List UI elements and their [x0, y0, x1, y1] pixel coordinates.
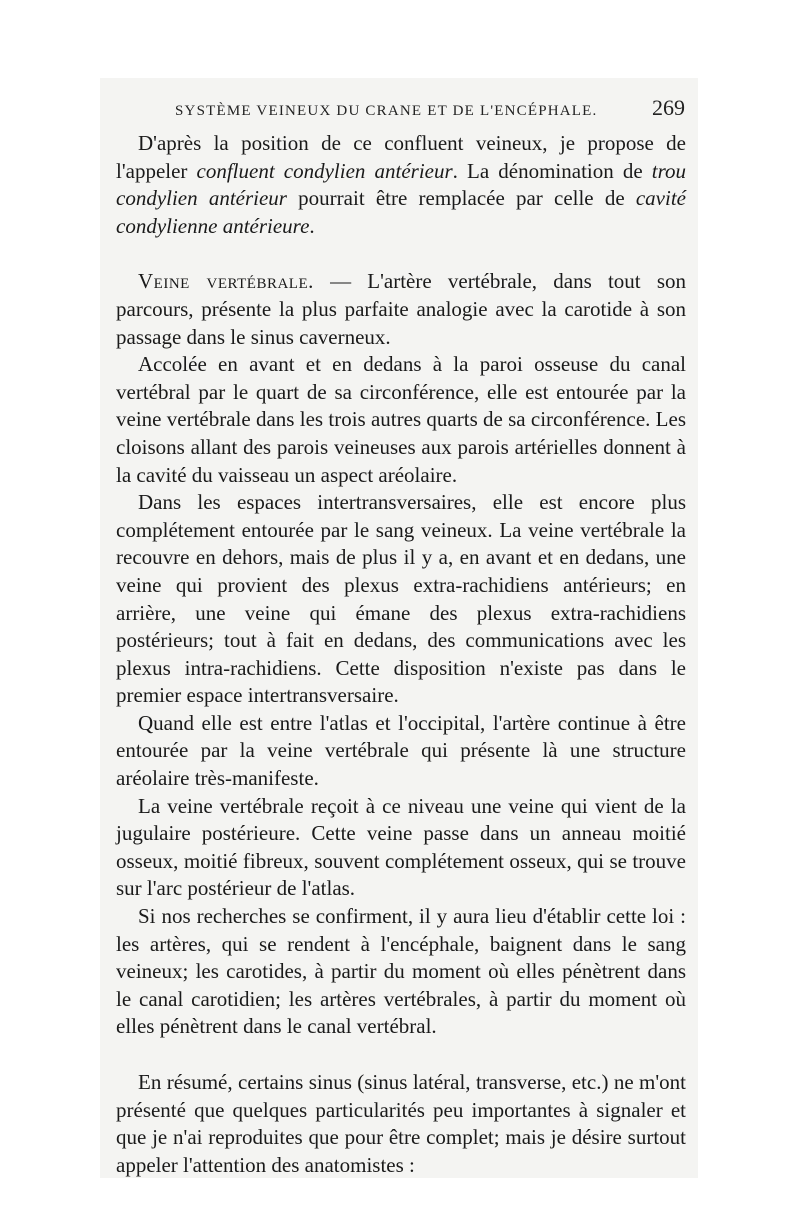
- paragraph-8: En résumé, certains sinus (sinus latéral, transverse, etc.) ne m'ont présenté que quelques particularités peu importantes à signaler et que je n'ai reproduites que pour être complet; mais je désire surtout appeler l'attention des anatomistes :: [116, 1070, 686, 1177]
- paragraph-4: Dans les espaces intertransversaires, elle est encore plus complétement entourée par le sang veineux. La veine vertébrale la recouvre en dehors, mais de plus il y a, en avant et en dedans, une veine qui provient des plexus extra-rachidiens antérieurs; en arrière, une veine qui émane des plexus extra-rachidiens postérieurs; tout à fait en dedans, des communications avec les plexus intra-rachidiens. Cette disposition n'existe pas dans le premier espace intertransversaire.: [116, 490, 686, 708]
- p1-italic-term-1: confluent condylien antérieur: [196, 158, 453, 183]
- section-heading: Veine vertébrale.: [138, 269, 314, 294]
- paragraph-3: Accolée en avant et en dedans à la paroi osseuse du canal vertébral par le quart de sa circonférence, elle est entourée par la veine vertébrale dans les trois autres quarts de sa circonférence. Les cloisons allant des parois veineuses aux parois artérielles donnent à la cavité du vaisseau un aspect aréolaire.: [116, 352, 686, 487]
- paragraph-2: [116, 268, 686, 351]
- p1-text-a: D'après la position de ce confluent veineux, je propose de l'appeler: [116, 131, 686, 183]
- p1-text-c: . La dénomination de: [452, 158, 652, 183]
- p1-italic-term-3: cavité condylienne antérieure: [116, 186, 686, 238]
- running-header: [175, 95, 685, 121]
- paragraph-5: Quand elle est entre l'atlas et l'occipital, l'artère continue à être entourée par la veine vertébrale qui présente là une structure aréolaire très-manifeste.: [116, 710, 686, 791]
- paragraph-1: [116, 130, 686, 240]
- p1-text-e: pourrait être remplacée par celle de: [286, 186, 636, 211]
- body-text: [116, 130, 686, 1179]
- running-title: SYSTÈME VEINEUX DU CRANE ET DE L'ENCÉPHALE.: [175, 103, 598, 119]
- p1-text-g: .: [309, 213, 315, 238]
- paragraph-7: Si nos recherches se confirment, il y aura lieu d'établir cette loi : les artères, qui se rendent à l'encéphale, baignent dans le sang veineux; les carotides, à partir du moment où elles pénètrent dans le canal carotidien; les artères vertébrales, à partir du moment où elles pénètrent dans le canal vertébral.: [116, 904, 686, 1039]
- paragraph-6: La veine vertébrale reçoit à ce niveau une veine qui vient de la jugulaire postérieure. Cette veine passe dans un anneau moitié osseux, moitié fibreux, souvent complétement osseux, qui se trouve sur l'arc postérieur de l'atlas.: [116, 793, 686, 901]
- p2-text: — L'artère vertébrale, dans tout son parcours, présente la plus parfaite analogie avec la carotide à son passage dans le sinus caverneux.: [116, 269, 686, 349]
- p1-italic-term-2: trou condylien antérieur: [116, 158, 686, 211]
- page-number: 269: [652, 95, 685, 120]
